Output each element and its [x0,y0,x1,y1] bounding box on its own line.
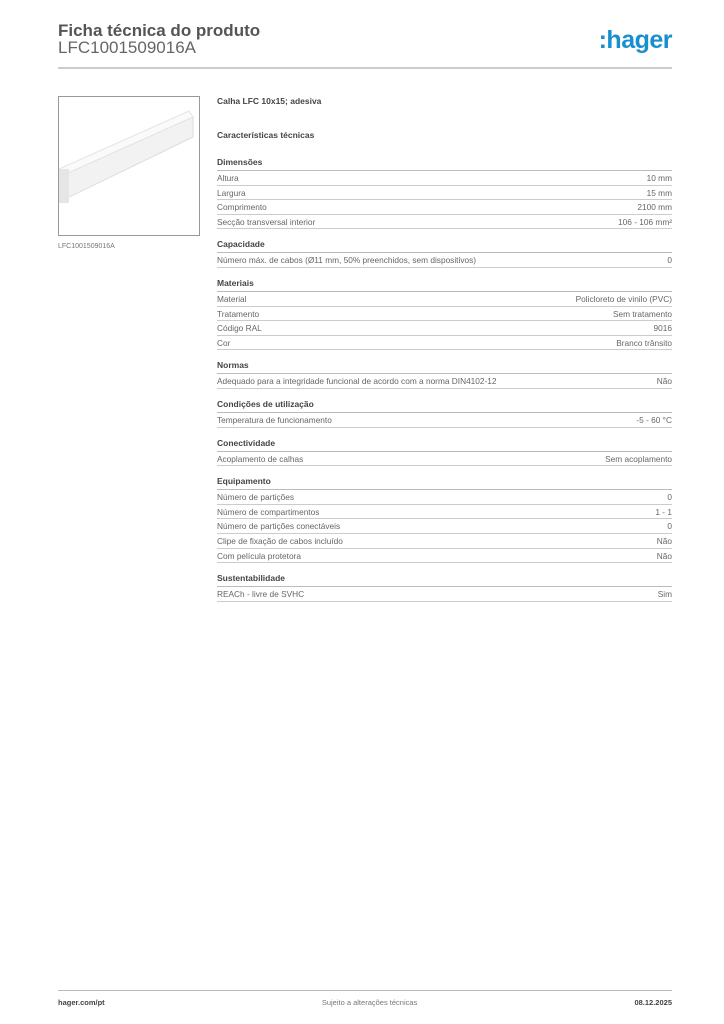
spec-row [217,490,672,505]
spec-value: 0 [667,255,672,266]
hager-logo: :hager [598,26,672,54]
spec-row [217,519,672,534]
image-caption: LFC1001509016A [58,243,115,250]
spec-content [217,96,672,611]
spec-section [217,398,672,428]
spec-row [217,374,672,389]
spec-value: Branco trânsito [616,337,672,348]
header-divider [58,67,672,69]
spec-row [217,307,672,322]
spec-label: Secção transversal interior [217,216,316,227]
spec-section [217,156,672,229]
tech-characteristics-title: Características técnicas [217,130,315,140]
spec-row [217,200,672,215]
spec-value: 0 [667,492,672,503]
spec-value: Não [656,535,672,546]
spec-row [217,452,672,467]
spec-row [217,171,672,186]
spec-value: Não [656,376,672,387]
spec-row [217,534,672,549]
section-heading: Equipamento [217,475,672,490]
spec-label: Material [217,293,247,304]
spec-row [217,587,672,602]
spec-label: Altura [217,173,239,183]
spec-value: 15 mm [646,187,672,198]
spec-section [217,359,672,389]
spec-value: -5 - 60 °C [636,414,672,425]
spec-section [217,277,672,350]
spec-row [217,292,672,307]
spec-row [217,336,672,351]
spec-value: Não [656,550,672,561]
spec-label: Número de partições conectáveis [217,521,341,532]
spec-section [217,238,672,268]
spec-value: 10 mm [646,173,672,183]
spec-row [217,321,672,336]
product-code: LFC1001509016A [58,38,197,57]
spec-label: Clipe de fixação de cabos incluído [217,535,343,546]
spec-section [217,475,672,563]
section-heading: Materiais [217,277,672,292]
spec-row [217,413,672,428]
footer-date: 08.12.2025 [634,998,672,1007]
spec-label: Com película protetora [217,550,301,561]
spec-value: 0 [667,521,672,532]
spec-section [217,572,672,602]
product-image [58,96,200,236]
spec-label: Acoplamento de calhas [217,453,304,464]
spec-label: Cor [217,337,231,348]
spec-value: 2100 mm [637,202,672,213]
page-title: Ficha técnica do produto [58,21,261,40]
spec-row [217,505,672,520]
spec-row [217,186,672,201]
spec-row [217,253,672,268]
footer-website[interactable]: hager.com/pt [58,998,105,1007]
spec-value: Sim [657,589,672,600]
footer-note: Sujeito a alterações técnicas [321,998,418,1007]
spec-value: 106 - 106 mm² [618,216,672,227]
spec-label: Largura [217,187,246,198]
section-heading: Condições de utilização [217,398,672,413]
section-heading: Normas [217,359,672,374]
spec-value: 9016 [653,323,672,334]
spec-label: Código RAL [217,323,262,334]
spec-label: Número de partições [217,492,295,503]
spec-label: Número de compartimentos [217,506,320,517]
spec-section [217,437,672,467]
spec-value: Sem acoplamento [605,453,672,464]
spec-row [217,549,672,564]
spec-label: Temperatura de funcionamento [217,414,332,425]
spec-value: Policloreto de vinilo (PVC) [575,293,672,304]
section-heading: Capacidade [217,238,672,253]
spec-value: 1 - 1 [655,506,672,517]
spec-label: Número máx. de cabos (Ø11 mm, 50% preenchidos, sem dispositivos) [217,255,476,266]
section-heading: Conectividade [217,437,672,452]
product-name: Calha LFC 10x15; adesiva [217,96,322,106]
section-heading: Dimensões [217,156,672,171]
spec-row [217,215,672,230]
spec-value: Sem tratamento [612,308,672,319]
spec-label: Tratamento [217,308,260,319]
spec-label: REACh - livre de SVHC [217,589,305,600]
footer [58,990,672,1007]
spec-label: Comprimento [217,202,267,213]
spec-label: Adequado para a integridade funcional de acordo com a norma DIN4102-12 [217,376,497,387]
section-heading: Sustentabilidade [217,572,672,587]
